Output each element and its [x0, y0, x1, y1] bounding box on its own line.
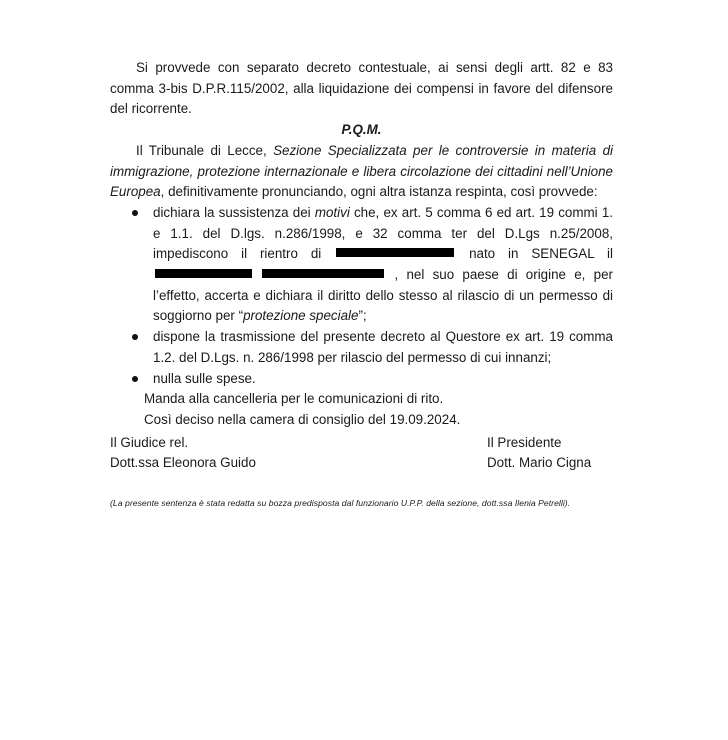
list-item: [110, 327, 613, 368]
ruling-intro-text: Il Tribunale di Lecce,: [136, 142, 274, 158]
bullet-text-italic: motivi: [314, 204, 350, 220]
section-name: Sezione Specializzata per le controversie in materia di immigrazione, protezione internazionale e libera circolazione dei cittadini nell’Unione Europea: [110, 142, 613, 200]
judge-name: Dott.ssa Eleonora Guido: [110, 455, 256, 471]
redacted-date: [155, 269, 252, 278]
footnote: (La presente sentenza è stata redatta su bozza predisposta dal funzionario U.P.P. della sezione, dott.ssa Ilenia Petrelli).: [110, 498, 571, 509]
decision-list: [110, 203, 613, 389]
manda-line: Manda alla cancelleria per le comunicazioni di rito.: [144, 391, 444, 407]
bullet-text: dichiara la sussistenza dei: [153, 204, 315, 220]
judge-signature: [110, 433, 256, 474]
ruling-intro-tail: , definitivamente pronunciando, ogni altra istanza respinta, così provvede:: [160, 184, 598, 200]
bullet-text: , nel suo paese di origine e, per l’effetto, accerta e dichiara il diritto dello stesso al rilascio di un permesso di soggiorno per “: [153, 267, 613, 324]
president-role: Il Presidente: [487, 434, 562, 450]
signature-block: [110, 433, 613, 474]
bullet-text: nulla sulle spese.: [153, 370, 256, 386]
bullet-text: dispone la trasmissione del presente decreto al Questore ex art. 19 comma 1.2. del D.Lgs. n. 286/1998 per rilascio del permesso di cui innanzi;: [153, 329, 613, 365]
document-body: [110, 58, 613, 514]
bullet-icon: [132, 210, 138, 216]
deciso-line: Così deciso nella camera di consiglio del 19.09.2024.: [144, 411, 461, 427]
bullet-text: nato in SENEGAL il: [456, 246, 613, 262]
judge-role: Il Giudice rel.: [110, 434, 189, 450]
bullet-text-italic: protezione speciale: [243, 308, 359, 324]
list-item: [110, 369, 613, 390]
bullet-text: ”;: [358, 308, 367, 324]
bullet-text: che, ex art. 5 comma 6 ed art. 19 commi 1. e 1.1. del D.lgs. n.286/1998, e 32 comma ter del D.Lgs n.25/2008, impediscono il rientro di: [153, 204, 613, 262]
president-signature: [487, 433, 613, 474]
president-name: Dott. Mario Cigna: [487, 455, 592, 471]
list-item: [110, 203, 613, 327]
bullet-icon: [132, 334, 138, 340]
bullet-icon: [132, 376, 138, 382]
liquidation-paragraph: Si provvede con separato decreto contestuale, ai sensi degli artt. 82 e 83 comma 3-bis D.P.R.115/2002, alla liquidazione dei compensi in favore del difensore del ricorrente.: [110, 60, 613, 117]
redacted-name: [336, 248, 454, 257]
redacted-date-continued: [262, 269, 384, 278]
pqm-heading: P.Q.M.: [341, 122, 382, 138]
ruling-intro-paragraph: [110, 141, 613, 203]
